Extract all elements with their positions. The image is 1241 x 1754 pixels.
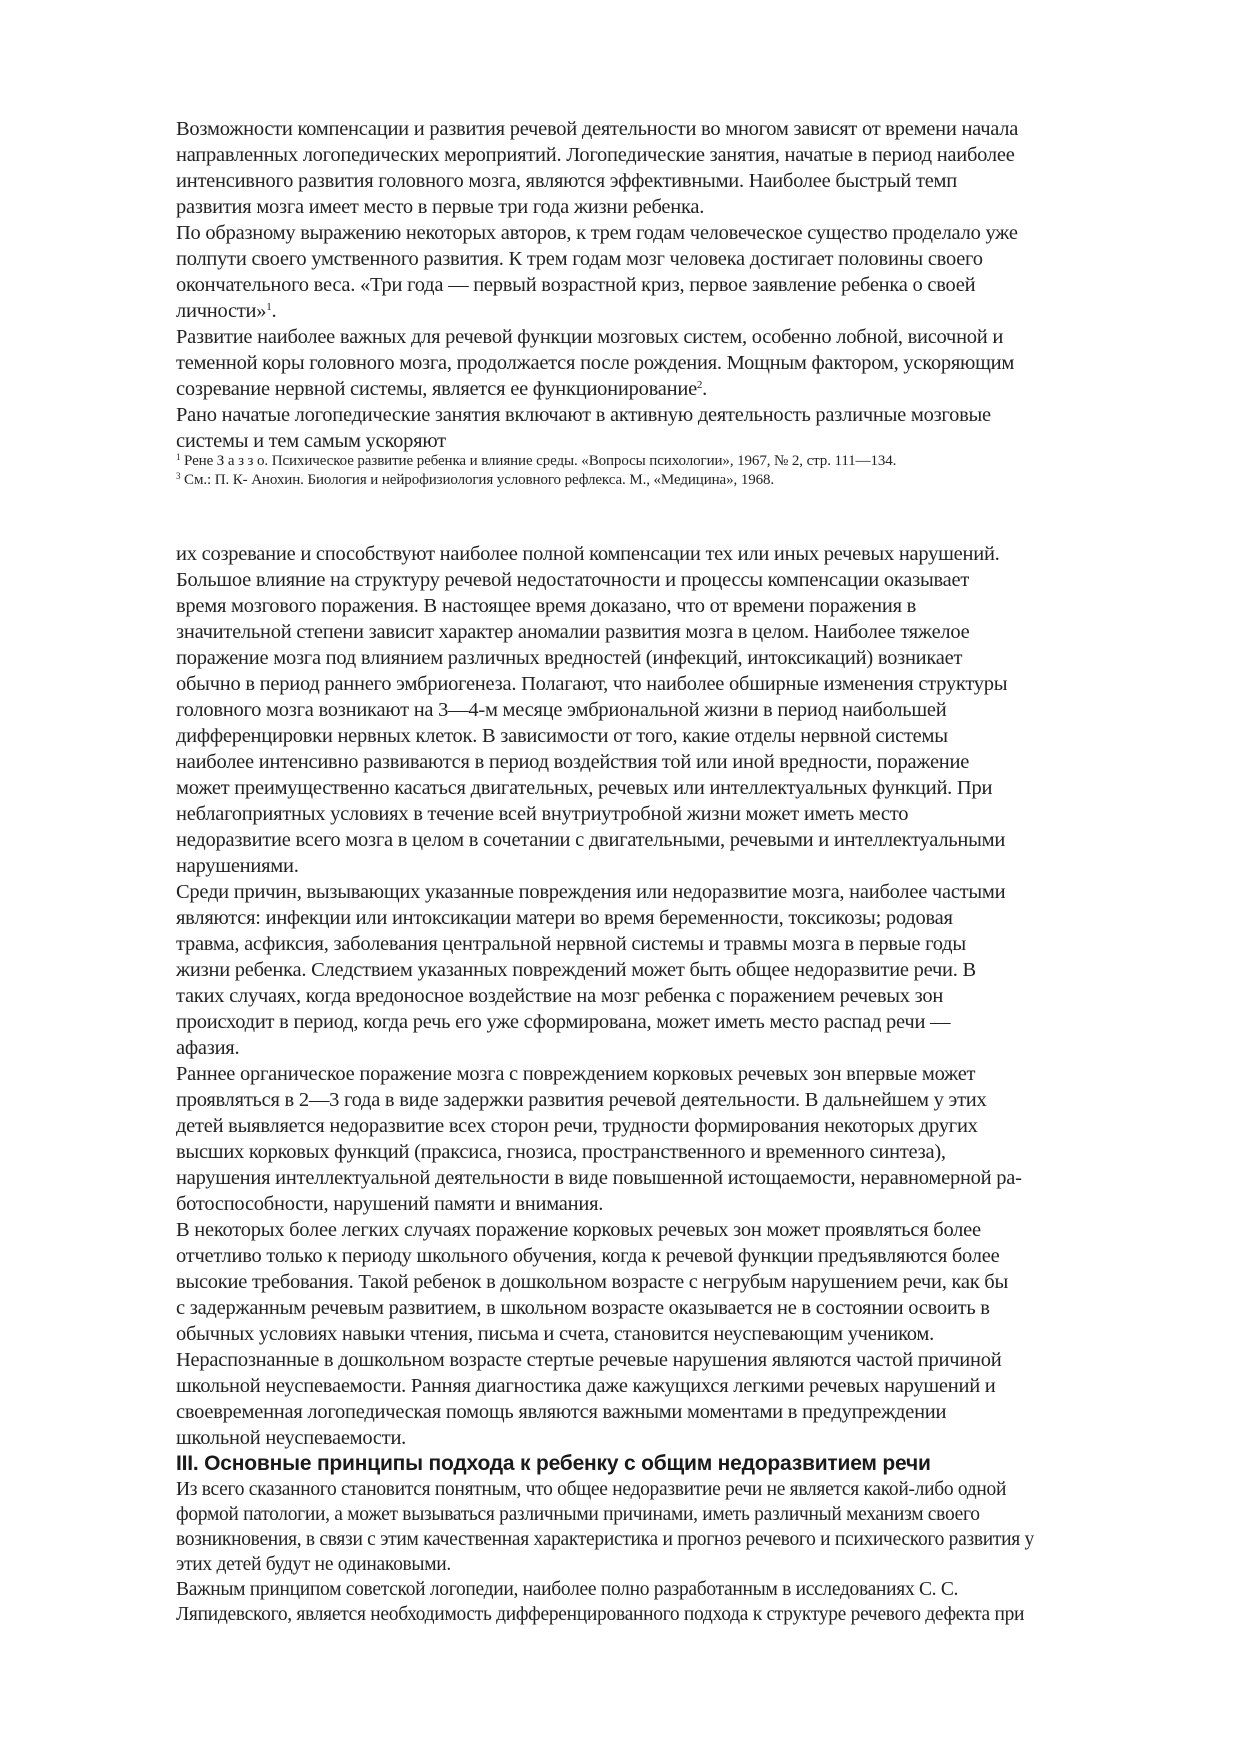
text-line: Большое влияние на структуру речевой недостаточности и процессы компенсации оказывает [176, 569, 970, 591]
paragraph-causes [176, 879, 1136, 1061]
text-line: школьной неуспеваемости. Ранняя диагностика даже кажущихся легкими речевых нарушений и [176, 1375, 996, 1397]
text-line: Раннее органическое поражение мозга с повреждением корковых речевых зон впервые может [176, 1063, 976, 1085]
text-line: этих детей будут не одинаковыми. [176, 1554, 451, 1575]
footnote-ref-1[interactable]: 1 [266, 301, 272, 313]
text-line: недоразвитие всего мозга в целом в сочетании с двигательными, речевыми и интеллектуальными [176, 829, 1006, 851]
text-line: Нераспознанные в дошкольном возрасте стертые речевые нарушения являются частой причиной [176, 1349, 1002, 1371]
text-line: нарушения интеллектуальной деятельности в виде повышенной истощаемости, неравномерной ра- [176, 1167, 1022, 1189]
text-line: Из всего сказанного становится понятным, что общее недоразвитие речи не является какой-либо одной [176, 1479, 1007, 1500]
section-heading: III. Основные принципы подхода к ребенку с общим недоразвитием речи [176, 1452, 931, 1475]
text-line: ботоспособности, нарушений памяти и внимания. [176, 1193, 604, 1215]
footnote-ref-2[interactable]: 2 [696, 379, 703, 391]
text-line: теменной коры головного мозга, продолжается после рождения. Мощным фактором, ускоряющим [176, 352, 1015, 374]
text-line: происходит в период, когда речь его уже сформирована, может иметь место распад речи — [176, 1011, 951, 1033]
text-line: развития мозга имеет место в первые три года жизни ребенка. [176, 196, 705, 218]
text-line: окончательного веса. «Три года — первый возрастной криз, первое заявление ребенка о своей [176, 274, 976, 296]
text-line: формой патологии, а может вызываться различными причинами, иметь различный механизм своего [176, 1504, 980, 1525]
text-line: значительной степени зависит характер аномалии развития мозга в целом. Наиболее тяжелое [176, 621, 970, 643]
text-line: обычных условиях навыки чтения, письма и счета, становится неуспевающим учеником. [176, 1323, 934, 1345]
text-line: афазия. [176, 1037, 240, 1059]
paragraph-undetected [176, 1347, 1136, 1451]
text-line: проявляться в 2—3 года в виде задержки развития речевой деятельности. В дальнейшем у этих [176, 1089, 987, 1111]
text-line: обычно в период раннего эмбриогенеза. Полагают, что наиболее обширные изменения структуры [176, 673, 1008, 695]
footnote-text: См.: П. К- Анохин. Биология и нейрофизиология условного рефлекса. М., «Медицина», 1968. [180, 472, 775, 488]
paragraph-mild-cases [176, 1217, 1136, 1347]
paragraph-three-years [176, 220, 1136, 324]
text-line: Важным принципом советской логопедии, наиболее полно разработанным в исследованиях С. С. [176, 1579, 959, 1600]
footnote-mark: 1 [176, 452, 181, 462]
text-line: отчетливо только к периоду школьного обучения, когда к речевой функции предъявляются более [176, 1245, 1000, 1267]
text-line: с задержанным речевым развитием, в школьном возрасте оказывается не в состоянии освоить в [176, 1297, 990, 1319]
text-line: Развитие наиболее важных для речевой функции мозговых систем, особенно лобной, височной и [176, 326, 1004, 348]
text-line: головного мозга возникают на 3—4-м месяце эмбриональной жизни в период наибольшей [176, 699, 947, 721]
text-line: Среди причин, вызывающих указанные повреждения или недоразвитие мозга, наиболее частыми [176, 881, 1006, 903]
text-line: системы и тем самым ускоряют [176, 430, 446, 452]
text-line: Ляпидевского, является необходимость дифференцированного подхода к структуре речевого дефекта при [176, 1604, 1025, 1625]
footnote-text: Рене З а з з о. Психическое развитие ребенка и влияние среды. «Вопросы психологии», 1967, № 2, стр. 111—134. [180, 453, 897, 469]
text-line: таких случаях, когда вредоносное воздействие на мозг ребенка с поражением речевых зон [176, 985, 944, 1007]
text-line: наиболее интенсивно развиваются в период воздействия той или иной вредности, поражение [176, 751, 970, 773]
text-line: высокие требования. Такой ребенок в дошкольном возрасте с негрубым нарушением речи, как бы [176, 1271, 1008, 1293]
text-line: нарушениями. [176, 855, 299, 877]
text-line: их созревание и способствуют наиболее полной компенсации тех или иных речевых нарушений. [176, 543, 1000, 565]
text-line: В некоторых более легких случаях поражение корковых речевых зон может проявляться более [176, 1219, 981, 1241]
text-line: Возможности компенсации и развития речевой деятельности во многом зависят от времени начала [176, 118, 1019, 140]
text-span: личности» [176, 300, 267, 322]
text-line: может преимущественно касаться двигательных, речевых или интеллектуальных функций. При [176, 777, 993, 799]
paragraph-brain-systems [176, 324, 1136, 402]
text-line: неблагоприятных условиях в течение всей внутриутробной жизни может иметь место [176, 803, 909, 825]
text-span: . [702, 378, 708, 400]
paragraph-conclusion [176, 1477, 1136, 1577]
text-line: жизни ребенка. Следствием указанных повреждений может быть общее недоразвитие речи. В [176, 959, 976, 981]
text-line [176, 376, 1136, 402]
text-line: являются: инфекции или интоксикации матери во время беременности, токсикозы; родовая [176, 907, 953, 929]
text-line: возникновения, в связи с этим качественная характеристика и прогноз речевого и психического развития у [176, 1529, 1034, 1550]
text-line: детей выявляется недоразвитие всех сторон речи, трудности формирования некоторых других [176, 1115, 978, 1137]
footnote-mark: 3 [176, 471, 181, 481]
paragraph-lesion-time [176, 541, 1136, 879]
text-line: своевременная логопедическая помощь являются важными моментами в предупреждении [176, 1401, 947, 1423]
page-break-gap [176, 490, 1136, 541]
text-line: высших корковых функций (праксиса, гнозиса, пространственного и временного синтеза), [176, 1141, 946, 1163]
paragraph-early-therapy [176, 402, 1136, 454]
paragraph-early-lesion [176, 1061, 1136, 1217]
text-line: интенсивного развития головного мозга, являются эффективными. Наиболее быстрый темп [176, 170, 957, 192]
text-span: . [271, 300, 277, 322]
footnotes [176, 452, 1136, 490]
text-line: школьной неуспеваемости. [176, 1427, 407, 1449]
text-line: полпути своего умственного развития. К трем годам мозг человека достигает половины своего [176, 248, 983, 270]
text-span: созревание нервной системы, является ее функционирование [176, 378, 697, 400]
text-line: поражение мозга под влиянием различных вредностей (инфекций, интоксикаций) возникает [176, 647, 963, 669]
text-line: Рано начатые логопедические занятия включают в активную деятельность различные мозговые [176, 404, 991, 426]
text-line [176, 298, 1136, 324]
document-page [176, 116, 1136, 1627]
paragraph-principle [176, 1577, 1136, 1627]
paragraph-compensation [176, 116, 1136, 220]
footnote-2 [176, 471, 1136, 490]
text-line: направленных логопедических мероприятий. Логопедические занятия, начатые в период наиболее [176, 144, 1015, 166]
text-line: По образному выражению некоторых авторов, к трем годам человеческое существо проделало уже [176, 222, 1018, 244]
text-line: время мозгового поражения. В настоящее время доказано, что от времени поражения в [176, 595, 917, 617]
text-line: дифференцировки нервных клеток. В зависимости от того, какие отделы нервной системы [176, 725, 948, 747]
footnote-1 [176, 452, 1136, 471]
text-line: травма, асфиксия, заболевания центральной нервной системы и травмы мозга в первые годы [176, 933, 966, 955]
